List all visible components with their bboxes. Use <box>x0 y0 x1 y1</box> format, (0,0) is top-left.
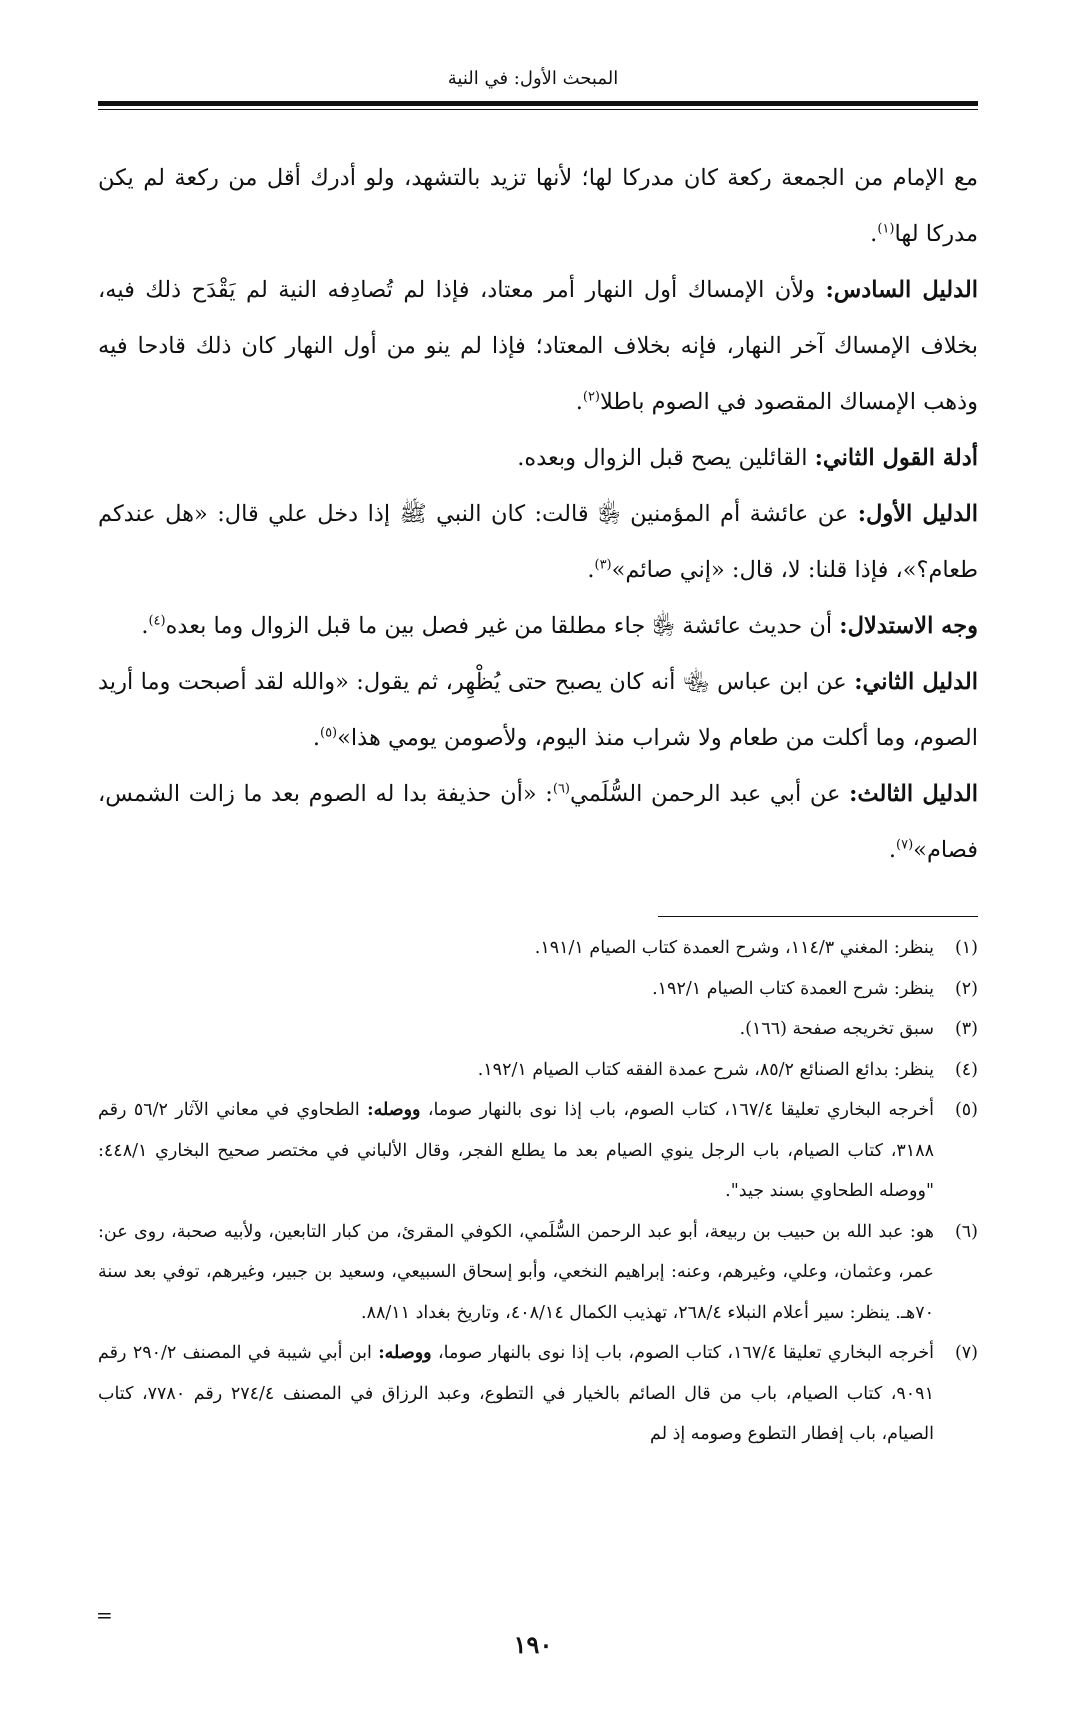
paragraph: أدلة القول الثاني: القائلين يصح قبل الزوال وبعده. <box>517 445 978 471</box>
footnote <box>98 1333 978 1455</box>
footnote-number: (٥) <box>954 1100 978 1120</box>
main-text <box>98 150 978 878</box>
footnote <box>98 1050 978 1091</box>
paragraph: الدليل الثاني: عن ابن عباس ﵄ أنه كان يصبح حتى يُظْهِر، ثم يقول: «والله لقد أصبحت وما أريد الصوم، وما أكلت من طعام ولا شراب منذ اليوم، ولأصومن يومي هذا»$^{(٥)}$. <box>98 669 978 751</box>
evidence-label: أدلة القول الثاني: <box>814 445 978 471</box>
footnote-bold: ووصله: <box>367 1100 421 1120</box>
footnote <box>98 1009 978 1050</box>
evidence-label: الدليل الثاني: <box>854 669 978 695</box>
paragraph: الدليل الأول: عن عائشة أم المؤمنين ﵂ قالت: كان النبي ﷺ إذا دخل علي قال: «هل عندكم طعام؟»، فإذا قلنا: لا، قال: «إني صائم»$^{(٣)}$. <box>98 501 978 583</box>
footnote-text: ينظر: المغني ١١٤/٣، وشرح العمدة كتاب الصيام ١٩١/١. <box>534 938 934 958</box>
paragraph: وجه الاستدلال: أن حديث عائشة ﵂ جاء مطلقا من غير فصل بين ما قبل الزوال وما بعده$^{(٤)}$. <box>141 613 978 639</box>
footnote-ref: (١) <box>877 221 895 237</box>
running-head: المبحث الأول: في النية <box>447 68 619 89</box>
header-rule-thin <box>98 109 978 110</box>
footnote-text: أخرجه البخاري تعليقا ١٦٧/٤، كتاب الصوم، باب إذا نوى بالنهار صوما، ووصله: ابن أبي شيبة في المصنف ٢٩٠/٢ رقم ٩٠٩١، كتاب الصيام، باب من قال الصائم بالخيار في التطوع، وعبد الرزاق في المصنف ٢٧٤/٤ رقم ٧٧٨٠، كتاب الصيام، باب إفطار التطوع وصومه إذ لم <box>98 1343 934 1444</box>
footnote-number: (٣) <box>954 1019 978 1039</box>
footnote-text: سبق تخريجه صفحة (١٦٦). <box>739 1019 934 1039</box>
footnote-ref: (٢) <box>582 389 600 405</box>
footnote <box>98 1090 978 1212</box>
evidence-label: الدليل الثالث: <box>849 781 979 807</box>
footnote-text: ينظر: شرح العمدة كتاب الصيام ١٩٢/١. <box>652 978 934 999</box>
continuation-mark: = <box>96 1603 113 1627</box>
footnote-ref: (٧) <box>896 837 914 853</box>
footnote-number: (٦) <box>954 1221 978 1242</box>
paragraph: الدليل السادس: ولأن الإمساك أول النهار أمر معتاد، فإذا لم تُصادِفه النية لم يَقْدَح ذلك فيه، بخلاف الإمساك آخر النهار، فإنه بخلاف المعتاد؛ فإذا لم ينو من أول النهار كان ذلك قادحا فيه وذهب الإمساك المقصود في الصوم باطلا$^{(٢)}$. <box>98 277 979 415</box>
footnote-ref: (٦) <box>552 781 570 797</box>
evidence-label: الدليل السادس: <box>825 277 979 303</box>
footnote-separator <box>658 916 978 917</box>
footnote <box>98 928 978 969</box>
paragraph: الدليل الثالث: عن أبي عبد الرحمن السُّلَمي$^{(٦)}$: «أن حذيفة بدا له الصوم بعد ما زالت الشمس، فصام»$^{(٧)}$. <box>98 781 979 863</box>
footnote-number: (٢) <box>954 978 978 999</box>
paragraph: مع الإمام من الجمعة ركعة كان مدركا لها؛ لأنها تزيد بالتشهد، ولو أدرك أقل من ركعة لم يكن مدركا لها$^{(١)}$. <box>98 165 978 247</box>
footnote-text: هو: عبد الله بن حبيب بن ربيعة، أبو عبد الرحمن السُّلَمي، الكوفي المقرئ، من كبار التابعين، ولأبيه صحبة، روى عن: عمر، وعثمان، وعلي، وغيرهم، وعنه: إبراهيم النخعي، وأبو إسحاق السبيعي، وسعيد بن جبير، وغيرهم، توفي بعد سنة ٧٠هـ. ينظر: سير أعلام النبلاء ٢٦٨/٤، تهذيب الكمال ٤٠٨/١٤، وتاريخ بغداد ٨٨/١١. <box>98 1221 934 1323</box>
footnote-ref: (٥) <box>319 725 338 741</box>
footnote-text: أخرجه البخاري تعليقا ١٦٧/٤، كتاب الصوم، باب إذا نوى بالنهار صوما، ووصله: الطحاوي في معاني الآثار ٥٦/٢ رقم ٣١٨٨، كتاب الصيام، باب الرجل ينوي الصيام بعد ما يطلع الفجر، وقال الألباني في مختصر صحيح البخاري ٤٤٨/١: "ووصله الطحاوي بسند جيد". <box>98 1100 934 1201</box>
footnote <box>98 969 978 1010</box>
footnote-number: (١) <box>954 938 978 958</box>
evidence-label: الدليل الأول: <box>857 501 978 527</box>
footnote-number: (٧) <box>954 1343 978 1363</box>
evidence-label: وجه الاستدلال: <box>839 613 978 639</box>
footnote-text: ينظر: بدائع الصنائع ٨٥/٢، شرح عمدة الفقه كتاب الصيام ١٩٢/١. <box>477 1059 934 1080</box>
footnote-number: (٤) <box>954 1059 978 1080</box>
footnote-bold: ووصله: <box>378 1343 432 1363</box>
header-rule-thick <box>98 101 978 106</box>
footnote-ref: (٣) <box>594 557 612 573</box>
footnote <box>98 1212 978 1334</box>
page-number: ١٩٠ <box>513 1630 553 1659</box>
footnote-ref: (٤) <box>148 613 166 629</box>
footnotes <box>98 928 978 1455</box>
